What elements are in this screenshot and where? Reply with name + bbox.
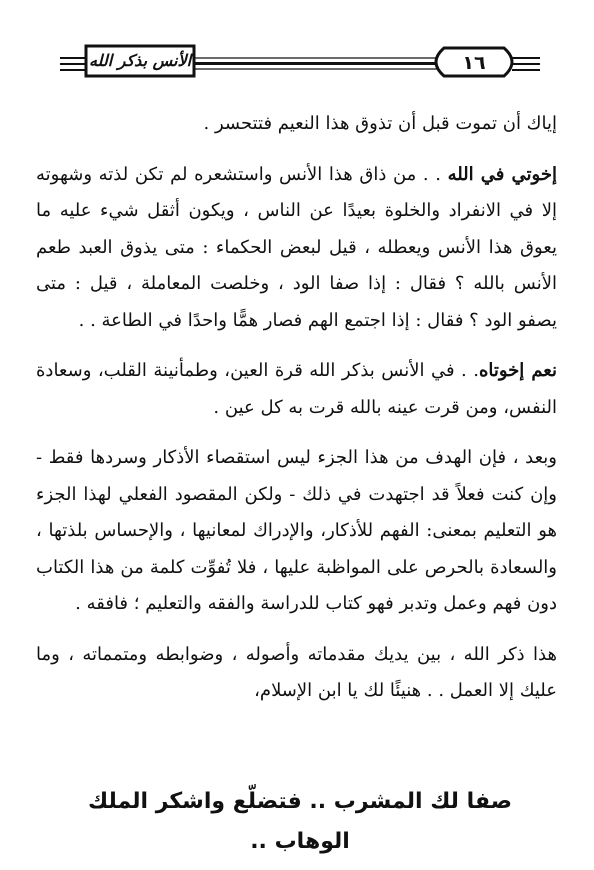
paragraph-2-text: . . من ذاق هذا الأنس واستشعره لم تكن لذته وشهوته إلا في الانفراد والخلوة بعيدًا عن الناس ، ويكون أثقل شيء عليه ما يعوق هذا الأنس ويعطله ، قيل لبعض الحكماء : متى يذوق العبد طعم الأنس بالله ؟ فقال : إذا صفا الود ، وخلصت المعاملة ، قيل : متى يصفو الود ؟ فقال : إذا اجتمع الهم فصار همًّا واحدًا في الطاعة . . xyxy=(36,163,557,331)
paragraph-3 xyxy=(36,353,557,426)
running-title: الأنس بذكر الله xyxy=(88,51,192,70)
paragraph-3-lead: نعم إخوتاه xyxy=(478,360,557,381)
closing-line: صفا لك المشرب .. فتضلّع واشكر الملك الوهاب .. xyxy=(88,789,512,854)
paragraph-2 xyxy=(36,157,557,340)
page-body xyxy=(36,106,557,710)
paragraph-1: إياك أن تموت قبل أن تذوق هذا النعيم فتتحسر . xyxy=(203,113,557,134)
paragraph-5: هذا ذكر الله ، بين يديك مقدماته وأصوله ، وضوابطه ومتمماته ، وما عليك إلا العمل . . هنيئًا لك يا ابن الإسلام، xyxy=(36,643,557,701)
running-header xyxy=(0,40,594,100)
paragraph-2-lead: إخوتي في الله xyxy=(447,163,557,185)
paragraph-3-text: . . في الأنس بذكر الله قرة العين، وطمأنينة القلب، وسعادة النفس، ومن قرت عينه بالله قرت به كل عين . xyxy=(36,360,557,418)
page-number: ١٦ xyxy=(462,52,486,74)
paragraph-4: وبعد ، فإن الهدف من هذا الجزء ليس استقصاء الأذكار وسردها فقط - وإن كنت فعلاً قد اجتهدت في ذلك - ولكن المقصود الفعلي لهذا الجزء هو التعليم بمعنى: الفهم للأذكار، والإدراك لمعانيها ، والإحساس بلذتها ، والسعادة بالحرص على المواظبة عليها ، فلا تُفوِّت كلمة من هذا الكتاب دون فهم وعمل وتدبر فهو كتاب للدراسة والفقه والتعليم ؛ فافقه . xyxy=(36,447,557,614)
